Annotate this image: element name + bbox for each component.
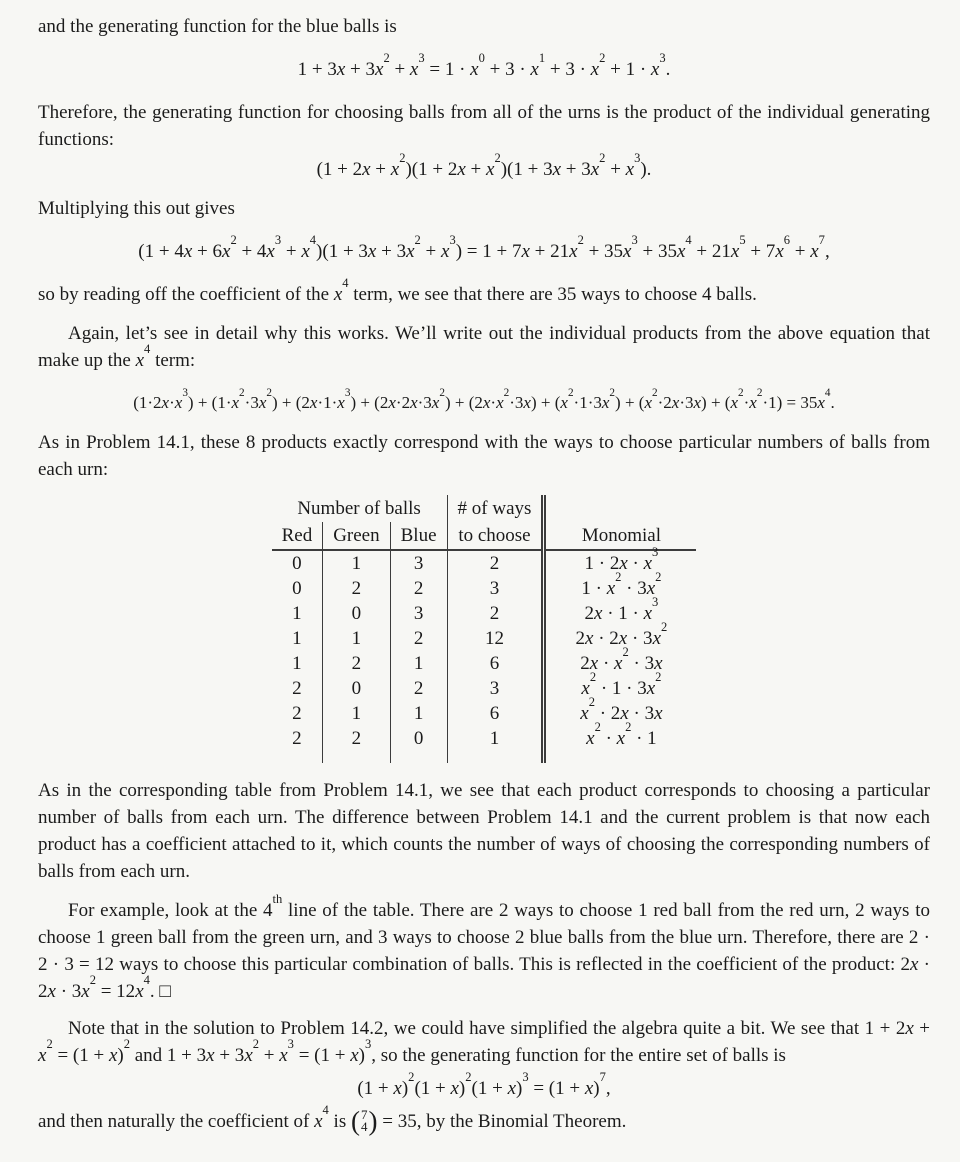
table-rule-extension-row: [272, 751, 697, 763]
cell-ways: 3: [447, 576, 544, 601]
cell-monomial: $2x \cdot 1 \cdot x^3$: [584, 595, 659, 624]
cell-monomial: $x^2 \cdot x^2 \cdot 1$: [586, 720, 657, 749]
cell-green: 2: [323, 576, 390, 601]
table-row: [272, 676, 697, 701]
cell-red: 2: [272, 701, 323, 726]
cell-blue: 1: [390, 651, 447, 676]
cell-blue: 3: [390, 601, 447, 626]
equation-expanded-product: $(1 + 4x + 6x^2 + 4x^3 + x^4)(1 + 3x + 3x^2 + x^3) = 1 + 7x + 21x^2 + 35x^3 + 35x^4 + 21x^5 + 7x^6 + x^7$,: [138, 233, 830, 262]
paragraph-4th-line-example: For example, look at the 4th line of the table. There are 2 ways to choose 1 red ball from the red urn, 2 ways to choose 1 green ball from the green urn, and 3 ways to choose 2 blue balls from the blue urn. Therefore, there are 2 · 2 · 3 = 12 ways to choose this particular combination of balls. This is reflected in the coefficient of the product: $2x \cdot 2x \cdot 3x^2 = 12x^4$. □: [38, 892, 930, 1002]
header-blue: Blue: [390, 522, 447, 550]
cell-blue: 2: [390, 676, 447, 701]
cell-monomial: $2x \cdot 2x \cdot 3x^2$: [575, 620, 668, 649]
header-ways-top: # of ways: [447, 495, 544, 522]
paragraph-binomial-theorem-conclusion: [38, 1103, 930, 1136]
cell-blue: 0: [390, 726, 447, 751]
conclusion-text-before: and then naturally the coefficient of $x^4$ is: [38, 1103, 351, 1132]
header-red: Red: [272, 522, 323, 550]
balls-table: [272, 495, 697, 763]
cell-green: 1: [323, 701, 390, 726]
cell-ways: 2: [447, 601, 544, 626]
cell-ways: 3: [447, 676, 544, 701]
cell-blue: 2: [390, 576, 447, 601]
paragraph-coefficient-35: so by reading off the coefficient of the $x^4$ term, we see that there are 35 ways to choose 4 balls.: [38, 276, 757, 305]
paragraph-8-products: As in Problem 14.1, these 8 products exactly correspond with the ways to choose particular numbers of balls from each urn:: [38, 432, 930, 480]
cell-blue: 2: [390, 626, 447, 651]
cell-red: 0: [272, 550, 323, 576]
cell-red: 1: [272, 651, 323, 676]
header-monomial: Monomial: [544, 522, 697, 550]
cell-ways: 1: [447, 726, 544, 751]
cell-monomial: $x^2 \cdot 1 \cdot 3x^2$: [581, 670, 662, 699]
cell-ways: 2: [447, 550, 544, 576]
cell-monomial: $x^2 \cdot 2x \cdot 3x$: [580, 695, 663, 724]
cell-green: 1: [323, 550, 390, 576]
cell-green: 2: [323, 726, 390, 751]
table-row: [272, 701, 697, 726]
cell-ways: 6: [447, 701, 544, 726]
binomial-coefficient: ( 7 4 ): [350, 1105, 378, 1136]
table-row: [272, 550, 697, 576]
paragraph-again-detail: Again, let’s see in detail why this works. We’ll write out the individual products from the above equation that make up the $x^4$ term:: [38, 323, 930, 371]
cell-monomial: $1 \cdot x^2 \cdot 3x^2$: [581, 570, 662, 599]
conclusion-text-after: = 35, by the Binomial Theorem.: [377, 1111, 627, 1132]
cell-green: 2: [323, 651, 390, 676]
cell-blue: 1: [390, 701, 447, 726]
equation-product-of-functions: $(1 + 2x + x^2)(1 + 2x + x^2)(1 + 3x + 3x^2 + x^3)$.: [316, 151, 652, 180]
table-row: [272, 626, 697, 651]
cell-green: 0: [323, 676, 390, 701]
table-row: [272, 651, 697, 676]
header-number-of-balls: Number of balls: [272, 495, 447, 522]
cell-red: 1: [272, 626, 323, 651]
table-group-header-row: [272, 495, 697, 522]
equation-blue-generating-function: $1 + 3x + 3x^2 + x^3 = 1 \cdot x^0 + 3 \cdot x^1 + 3 \cdot x^2 + 1 \cdot x^3$.: [297, 51, 671, 80]
cell-ways: 12: [447, 626, 544, 651]
header-green: Green: [323, 522, 390, 550]
cell-ways: 6: [447, 651, 544, 676]
table-row: [272, 726, 697, 751]
paragraph-therefore-product: Therefore, the generating function for choosing balls from all of the urns is the product of the individual generating functions:: [38, 102, 930, 150]
cell-green: 0: [323, 601, 390, 626]
cell-red: 1: [272, 601, 323, 626]
cell-monomial: $1 \cdot 2x \cdot x^3$: [584, 545, 659, 574]
table-row: [272, 576, 697, 601]
header-ways-bottom: to choose: [447, 522, 544, 550]
cell-green: 1: [323, 626, 390, 651]
paragraph-note-simplify: Note that in the solution to Problem 14.2, we could have simplified the algebra quite a bit. We see that $1 + 2x + x^2 = (1 + x)^2$ and $1 + 3x + 3x^2 + x^3 = (1 + x)^3$, so the generating function for the entire set of balls is: [38, 1018, 931, 1066]
equation-binomial-simplification: $(1 + x)^2(1 + x)^2(1 + x)^3 = (1 + x)^7$,: [357, 1070, 611, 1099]
paragraph-multiplying: Multiplying this out gives: [38, 198, 235, 219]
cell-red: 0: [272, 576, 323, 601]
header-monomial-spacer: [544, 495, 697, 522]
cell-red: 2: [272, 726, 323, 751]
cell-red: 2: [272, 676, 323, 701]
paragraph-intro-blue-balls: and the generating function for the blue balls is: [38, 16, 397, 37]
table-row: [272, 601, 697, 626]
paragraph-table-discussion: As in the corresponding table from Problem 14.1, we see that each product corresponds to choosing a particular number of balls from each urn. The difference between Problem 14.1 and the current problem is that now each product has a coefficient attached to it, which counts the number of ways of choosing the corresponding numbers of balls from each urn.: [38, 780, 930, 882]
binom-top: 7: [360, 1106, 368, 1122]
equation-x4-products: $(1\cdot 2x\cdot x^3) + (1\cdot x^2\cdot 3x^2) + (2x\cdot 1\cdot x^3) + (2x\cdot 2x\cdot 3x^2) + (2x\cdot x^2\cdot 3x) + (x^2\cdot 1\cdot 3x^2) + (x^2\cdot 2x\cdot 3x) + (x^2\cdot x^2\cdot 1) = 35x^4$.: [133, 387, 835, 412]
binom-bottom: 4: [360, 1118, 368, 1134]
table-header-row: [272, 522, 697, 550]
cell-monomial: $2x \cdot x^2 \cdot 3x$: [580, 645, 663, 674]
cell-blue: 3: [390, 550, 447, 576]
